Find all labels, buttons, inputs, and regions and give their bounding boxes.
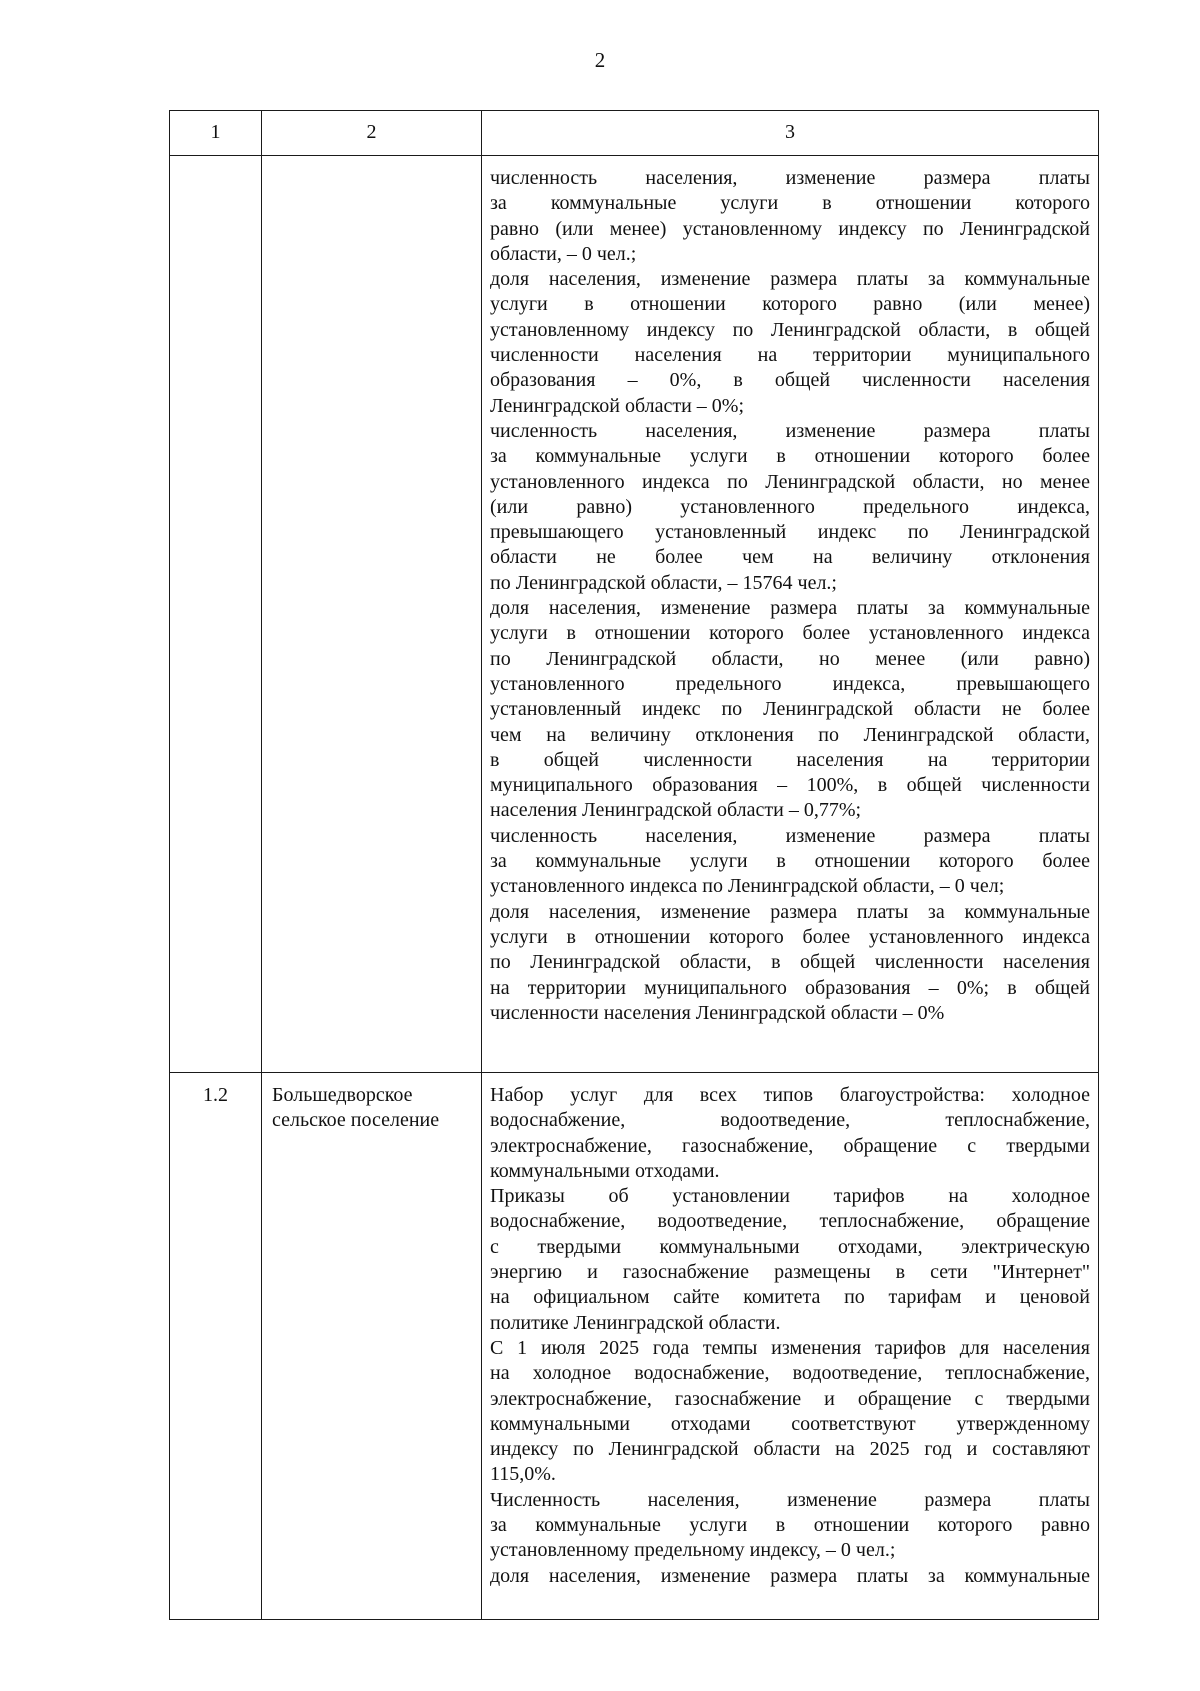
- paragraph-line: за коммунальные услуги в отношении которого: [490, 192, 1090, 215]
- paragraph-line: муниципального образования – 100%, в общей численности: [490, 774, 1090, 797]
- paragraph-line: превышающего установленный индекс по Ленинградской: [490, 521, 1090, 544]
- paragraph-line: (или равно) установленного предельного индекса,: [490, 495, 1090, 518]
- paragraph-line: индексу по Ленинградской области на 2025 год и составляют: [490, 1438, 1090, 1461]
- paragraph-line: доля населения, изменение размера платы за коммунальные: [490, 900, 1090, 923]
- table-row: [170, 1073, 1099, 1620]
- paragraph-line: образования – 0%, в общей численности населения: [490, 369, 1090, 392]
- row-number-cell: [170, 156, 262, 1073]
- paragraph-line: услуги в отношении которого более установленного индекса: [490, 925, 1090, 948]
- paragraph-line: доля населения, изменение размера платы за коммунальные: [490, 268, 1090, 291]
- paragraph-line: С 1 июля 2025 года темпы изменения тарифов для населения: [490, 1336, 1090, 1359]
- paragraph-line: услуги в отношении которого более установленного индекса: [490, 622, 1090, 645]
- paragraph-line: политике Ленинградской области.: [490, 1311, 781, 1334]
- paragraph-line: установленному предельному индексу, – 0 чел.;: [490, 1539, 896, 1562]
- header-cell-2: 2: [262, 111, 482, 156]
- paragraph-line: численность населения, изменение размера платы: [490, 824, 1090, 847]
- paragraph-line: установленному индексу по Ленинградской области, в общей: [490, 318, 1090, 341]
- paragraph-line: коммунальными отходами.: [490, 1159, 720, 1182]
- header-cell-1: 1: [170, 111, 262, 156]
- paragraph-line: чем на величину отклонения по Ленинградской области,: [490, 723, 1090, 746]
- paragraph-line: за коммунальные услуги в отношении которого более: [490, 850, 1090, 873]
- paragraph-line: установленный индекс по Ленинградской области не более: [490, 698, 1090, 721]
- row-text-cell: [482, 1073, 1099, 1620]
- paragraph-line: по Ленинградской области, – 15764 чел.;: [490, 571, 837, 594]
- row-name-cell: [262, 156, 482, 1073]
- header-cell-3: 3: [482, 111, 1099, 156]
- paragraph-line: на официальном сайте комитета по тарифам и ценовой: [490, 1286, 1090, 1309]
- paragraph-line: коммунальными отходами соответствуют утвержденному: [490, 1412, 1090, 1435]
- paragraph-line: на холодное водоснабжение, водоотведение, теплоснабжение,: [490, 1362, 1090, 1385]
- table-row: [170, 156, 1099, 1073]
- paragraph-line: области, – 0 чел.;: [490, 242, 637, 265]
- paragraph-line: численности населения Ленинградской области – 0%: [490, 1001, 945, 1024]
- paragraph-line: на территории муниципального образования – 0%; в общей: [490, 976, 1090, 999]
- paragraph-line: установленного предельного индекса, превышающего: [490, 672, 1090, 695]
- paragraph-line: доля населения, изменение размера платы за коммунальные: [490, 1564, 1090, 1587]
- paragraph-line: установленного индекса по Ленинградской области, но менее: [490, 470, 1090, 493]
- paragraph-line: доля населения, изменение размера платы за коммунальные: [490, 597, 1090, 620]
- row-number-cell: 1.2: [170, 1073, 262, 1620]
- paragraph-line: установленного индекса по Ленинградской области, – 0 чел;: [490, 875, 1005, 898]
- paragraph-line: численности населения на территории муниципального: [490, 344, 1090, 367]
- paragraph-line: Численность населения, изменение размера платы: [490, 1488, 1090, 1511]
- paragraph-line: населения Ленинградской области – 0,77%;: [490, 799, 862, 822]
- paragraph-line: с твердыми коммунальными отходами, электрическую: [490, 1235, 1090, 1258]
- paragraph-line: Приказы об установлении тарифов на холодное: [490, 1185, 1090, 1208]
- paragraph-line: Ленинградской области – 0%;: [490, 394, 745, 417]
- paragraph-line: по Ленинградской области, но менее (или равно): [490, 647, 1090, 670]
- paragraph-line: электроснабжение, газоснабжение, обращение с твердыми: [490, 1134, 1090, 1157]
- paragraph-line: по Ленинградской области, в общей численности населения: [490, 951, 1090, 974]
- paragraph-line: электроснабжение, газоснабжение и обращение с твердыми: [490, 1387, 1090, 1410]
- paragraph-line: в общей численности населения на территории: [490, 748, 1090, 771]
- paragraph-line: за коммунальные услуги в отношении которого более: [490, 445, 1090, 468]
- paragraph-line: за коммунальные услуги в отношении которого равно: [490, 1514, 1090, 1537]
- row-text-cell: [482, 156, 1099, 1073]
- paragraph-line: 115,0%.: [490, 1463, 556, 1486]
- paragraph-line: области не более чем на величину отклонения: [490, 546, 1090, 569]
- document-table: [169, 110, 1099, 1620]
- paragraph-line: Набор услуг для всех типов благоустройства: холодное: [490, 1084, 1090, 1106]
- paragraph-line: водоснабжение, водоотведение, теплоснабжение, обращение: [490, 1210, 1090, 1233]
- paragraph-line: численность населения, изменение размера платы: [490, 167, 1090, 189]
- paragraph-line: равно (или менее) установленному индексу по Ленинградской: [490, 217, 1090, 240]
- table-header-row: [170, 111, 1099, 156]
- page-number: 2: [594, 48, 606, 72]
- paragraph-line: услуги в отношении которого равно (или менее): [490, 293, 1090, 316]
- paragraph-line: энергию и газоснабжение размещены в сети "Интернет": [490, 1261, 1090, 1284]
- row-name-cell: Большедворское сельское поселение: [262, 1073, 482, 1620]
- paragraph-line: численность населения, изменение размера платы: [490, 419, 1090, 442]
- paragraph-line: водоснабжение, водоотведение, теплоснабжение,: [490, 1109, 1090, 1132]
